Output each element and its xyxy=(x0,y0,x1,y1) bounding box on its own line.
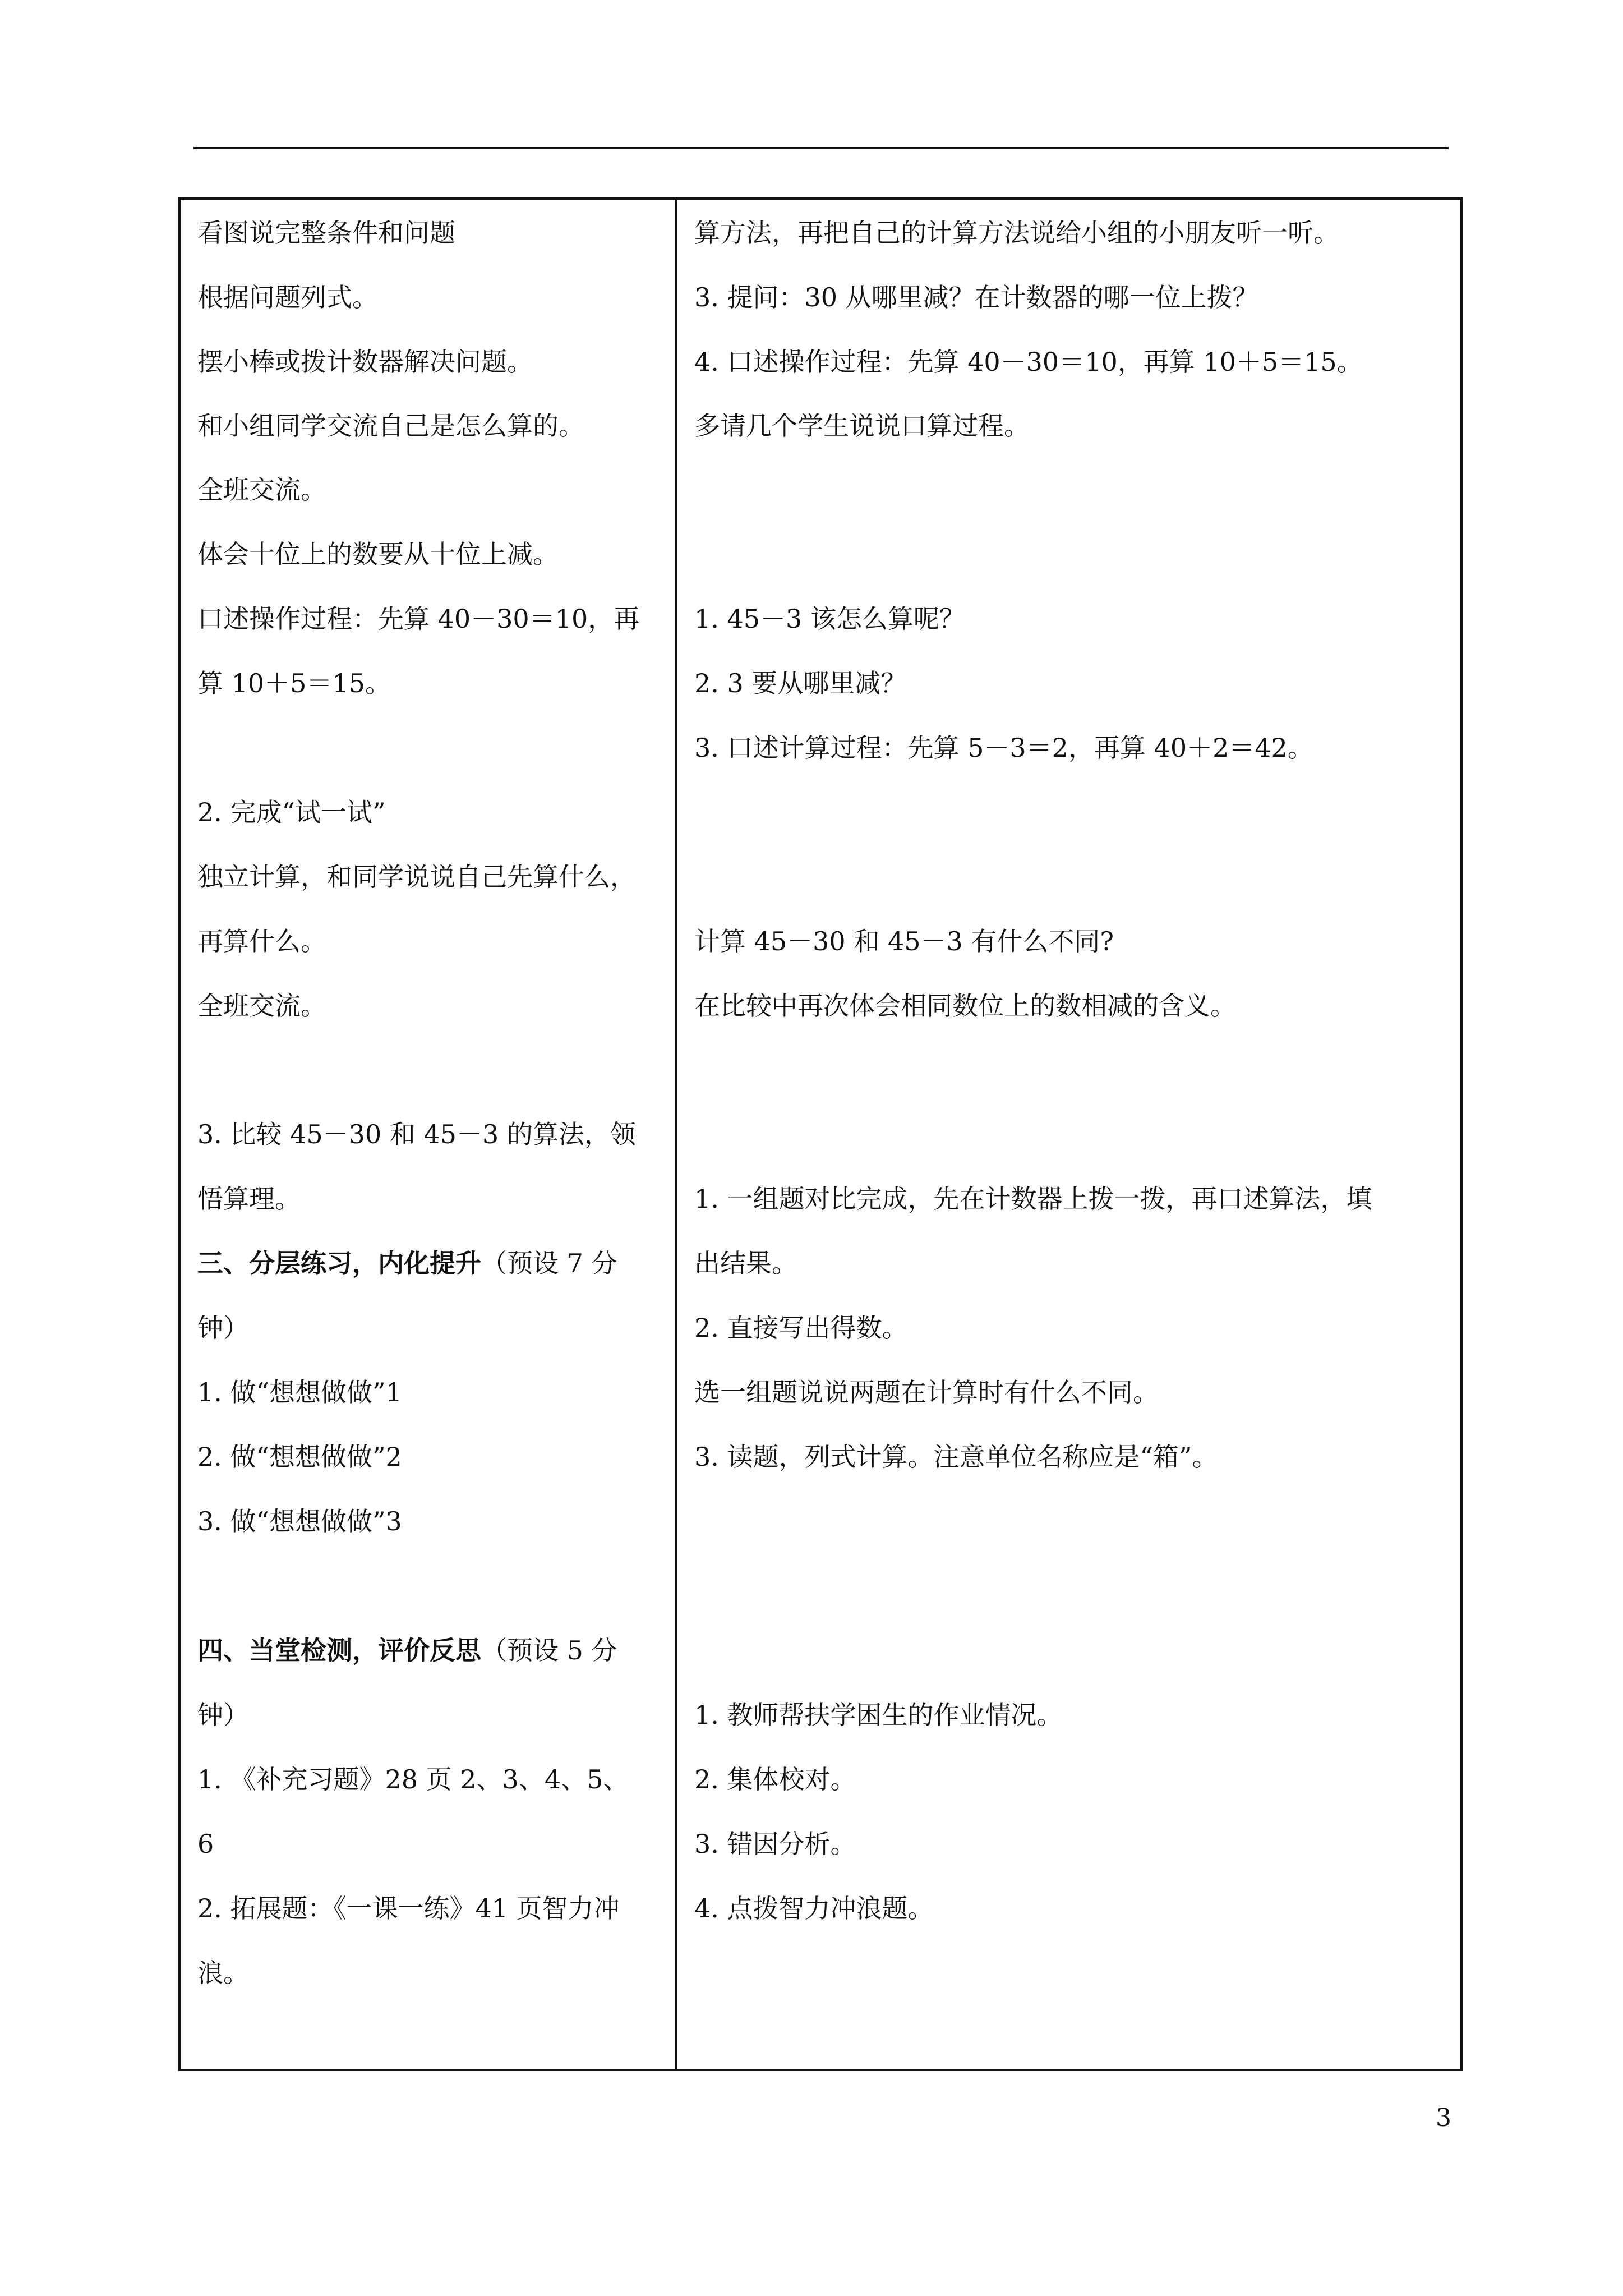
right-line: 3. 提问：30 从哪里减？在计数器的哪一位上拨？ xyxy=(694,282,1258,312)
section-4-time: （预设 5 分 xyxy=(481,1635,617,1665)
left-line: 3. 做“想想做做”3 xyxy=(197,1506,402,1536)
left-line: 摆小棒或拨计数器解决问题。 xyxy=(197,347,533,377)
right-line: 3. 读题，列式计算。注意单位名称应是“箱”。 xyxy=(694,1442,1218,1472)
left-line: 钟） xyxy=(197,1700,249,1730)
right-line: 2. 集体校对。 xyxy=(694,1764,856,1795)
header-rule xyxy=(193,147,1449,149)
right-line: 计算 45－30 和 45－3 有什么不同? xyxy=(694,926,1114,956)
right-line: 算方法，再把自己的计算方法说给小组的小朋友听一听。 xyxy=(694,218,1339,248)
section-4-heading xyxy=(197,1634,617,1667)
right-line: 1. 教师帮扶学困生的作业情况。 xyxy=(694,1700,1063,1730)
left-line: 1. 《补充习题》28 页 2、3、4、5、 xyxy=(197,1764,629,1795)
left-line: 全班交流。 xyxy=(197,991,326,1021)
right-line: 1. 45－3 该怎么算呢？ xyxy=(694,604,965,634)
section-3-heading xyxy=(197,1247,617,1280)
left-line: 独立计算，和同学说说自己先算什么， xyxy=(197,862,636,892)
right-line: 在比较中再次体会相同数位上的数相减的含义。 xyxy=(694,991,1236,1021)
right-line: 3. 口述计算过程：先算 5－3＝2，再算 40＋2＝42。 xyxy=(694,733,1313,763)
left-line: 全班交流。 xyxy=(197,475,326,505)
right-line: 4. 点拨智力冲浪题。 xyxy=(694,1893,934,1924)
left-line: 2. 做“想想做做”2 xyxy=(197,1442,402,1472)
left-line: 看图说完整条件和问题 xyxy=(197,218,455,248)
student-activity-column xyxy=(181,200,677,2069)
right-line: 4. 口述操作过程：先算 40－30＝10，再算 10＋5＝15。 xyxy=(694,347,1363,377)
left-line: 体会十位上的数要从十位上减。 xyxy=(197,539,559,569)
right-line: 出结果。 xyxy=(694,1248,797,1278)
left-line: 悟算理。 xyxy=(197,1184,301,1214)
left-line: 钟） xyxy=(197,1313,249,1343)
left-line: 2. 完成“试一试” xyxy=(197,797,386,827)
left-line: 再算什么。 xyxy=(197,926,326,956)
right-line: 多请几个学生说说口算过程。 xyxy=(694,411,1030,441)
section-3-time: （预设 7 分 xyxy=(481,1248,617,1278)
left-line: 3. 比较 45－30 和 45－3 的算法，领 xyxy=(197,1119,636,1149)
right-line: 2. 直接写出得数。 xyxy=(694,1313,908,1343)
left-line: 算 10＋5＝15。 xyxy=(197,668,391,698)
lesson-table xyxy=(178,197,1463,2071)
section-3-title: 三、分层练习，内化提升 xyxy=(197,1248,481,1278)
left-line: 2. 拓展题：《一课一练》41 页智力冲 xyxy=(197,1893,620,1924)
right-line: 1. 一组题对比完成，先在计数器上拨一拨，再口述算法，填 xyxy=(694,1184,1372,1214)
left-line: 6 xyxy=(197,1829,214,1859)
left-line: 和小组同学交流自己是怎么算的。 xyxy=(197,411,584,441)
section-4-title: 四、当堂检测，评价反思 xyxy=(197,1635,481,1665)
left-line: 浪。 xyxy=(197,1958,249,1988)
teacher-guidance-column xyxy=(677,200,1460,2069)
left-line: 根据问题列式。 xyxy=(197,282,378,312)
right-line: 2. 3 要从哪里减？ xyxy=(694,668,907,698)
page-number: 3 xyxy=(1436,2104,1451,2132)
right-line: 选一组题说说两题在计算时有什么不同。 xyxy=(694,1377,1159,1407)
left-line: 口述操作过程：先算 40－30＝10，再 xyxy=(197,604,640,634)
left-line: 1. 做“想想做做”1 xyxy=(197,1377,402,1407)
right-line: 3. 错因分析。 xyxy=(694,1829,856,1859)
